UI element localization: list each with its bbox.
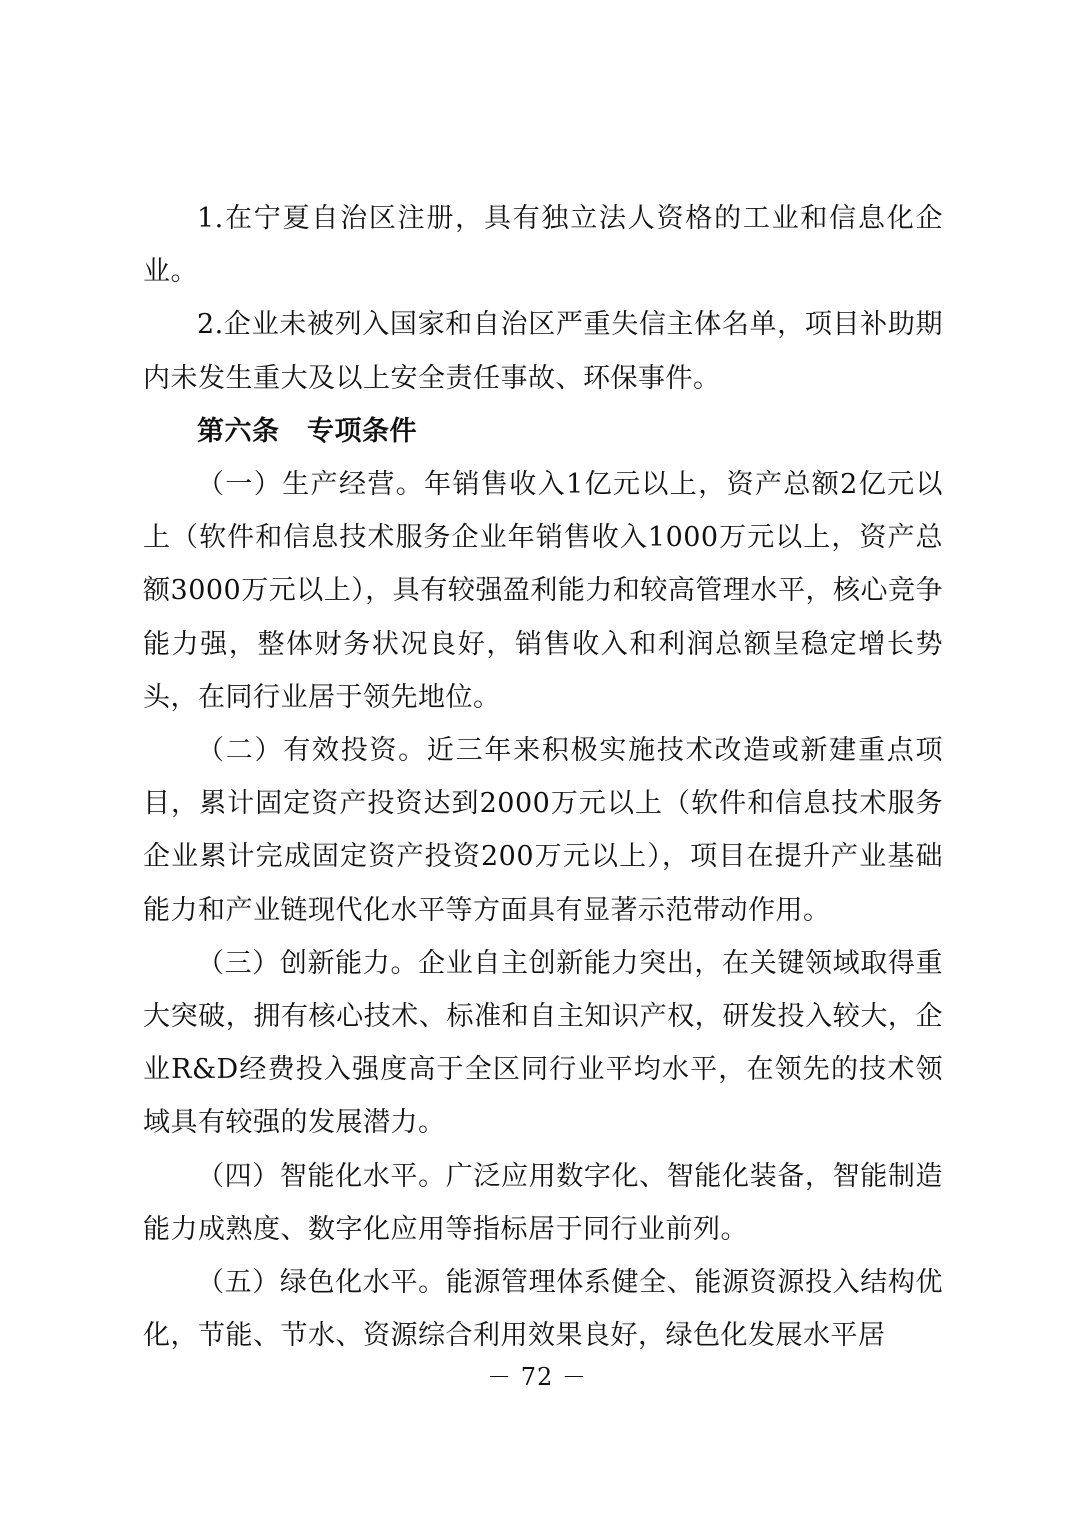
paragraph-intelligence: （四）智能化水平。广泛应用数字化、智能化装备，智能制造能力成熟度、数字化应用等指标居于同行业前列。: [143, 1160, 943, 1245]
paragraph-item-2: 2.企业未被列入国家和自治区严重失信主体名单，项目补助期内未发生重大及以上安全责任事故、环保事件。: [143, 309, 943, 394]
paragraph-item-1: 1.在宁夏自治区注册，具有独立法人资格的工业和信息化企业。: [143, 203, 943, 288]
paragraph-green: （五）绿色化水平。能源管理体系健全、能源资源投入结构优化，节能、节水、资源综合利用效果良好，绿色化发展水平居: [143, 1267, 943, 1352]
page-number: － 72 －: [487, 1363, 587, 1391]
body-text: [143, 192, 943, 1362]
paragraph-innovation: （三）创新能力。企业自主创新能力突出，在关键领域取得重大突破，拥有核心技术、标准和自主知识产权，研发投入较大，企业R&D经费投入强度高于全区同行业平均水平，在领先的技术领域具有较强的发展潜力。: [143, 947, 943, 1139]
article-heading: 第六条 专项条件: [197, 415, 417, 447]
paragraph-investment: （二）有效投资。近三年来积极实施技术改造或新建重点项目，累计固定资产投资达到2000万元以上（软件和信息技术服务企业累计完成固定资产投资200万元以上），项目在提升产业基础能力和产业链现代化水平等方面具有显著示范带动作用。: [143, 735, 943, 926]
paragraph-production: （一）生产经营。年销售收入1亿元以上，资产总额2亿元以上（软件和信息技术服务企业年销售收入1000万元以上，资产总额3000万元以上），具有较强盈利能力和较高管理水平，核心竞争能力强，整体财务状况良好，销售收入和利润总额呈稳定增长势头，在同行业居于领先地位。: [143, 469, 943, 713]
